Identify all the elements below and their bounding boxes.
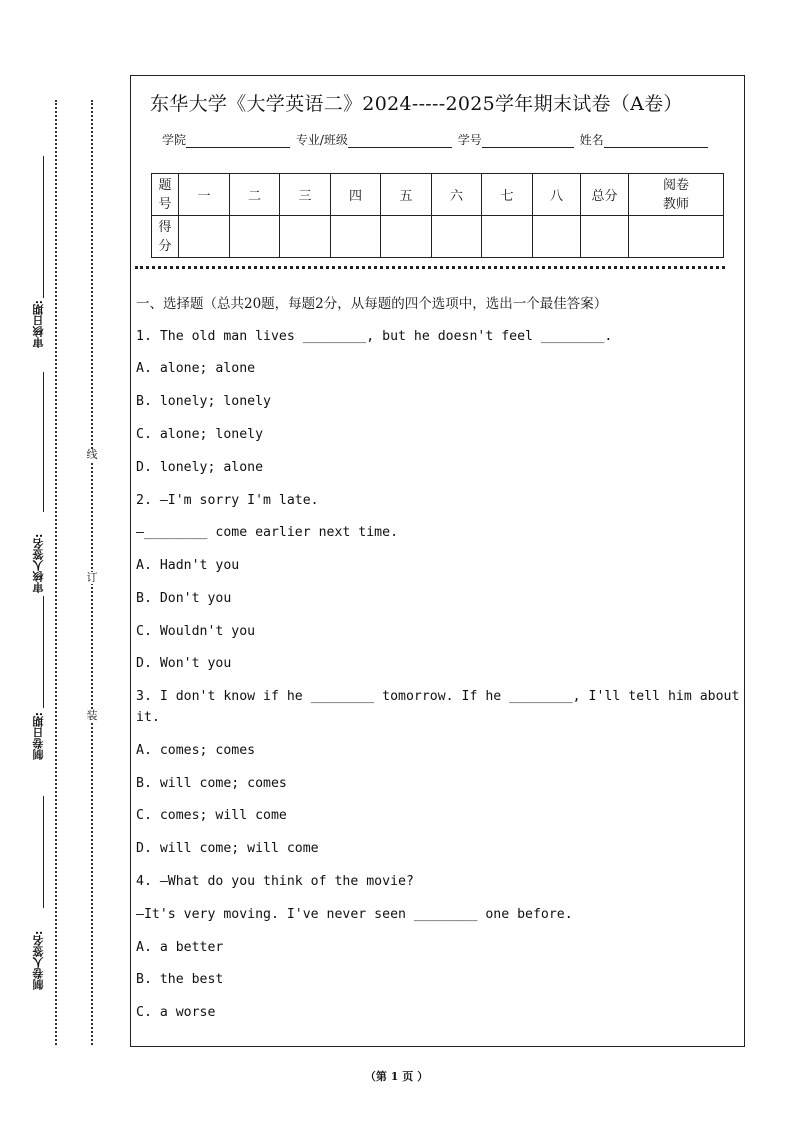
- author-date-line: [43, 596, 44, 708]
- author-signature-label: 制卷人签名:: [32, 930, 45, 990]
- score-cell[interactable]: [230, 216, 280, 258]
- option-3d: D. will come; will come: [136, 841, 319, 856]
- grader-cell[interactable]: [629, 216, 724, 258]
- author-signature-line: [43, 796, 44, 908]
- college-label: 学院: [162, 133, 187, 147]
- review-date-label: 审核日期:: [32, 300, 45, 349]
- question-4: 4. —What do you think of the movie?: [136, 874, 414, 889]
- score-cell[interactable]: [533, 216, 581, 258]
- option-4c: C. a worse: [136, 1005, 216, 1020]
- option-3a: A. comes; comes: [136, 743, 256, 758]
- option-2c: C. Wouldn't you: [136, 624, 256, 639]
- score-cell[interactable]: [432, 216, 482, 258]
- binding-mark-install: 装: [86, 709, 98, 722]
- col-header: 五: [381, 174, 432, 216]
- col-header: 一: [179, 174, 230, 216]
- section-divider: [135, 266, 725, 269]
- col-header: 四: [331, 174, 381, 216]
- score-row-header: 得 分: [152, 216, 179, 258]
- option-3b: B. will come; comes: [136, 776, 287, 791]
- score-cell[interactable]: [331, 216, 381, 258]
- score-cell[interactable]: [482, 216, 533, 258]
- reviewer-signature-line: [43, 372, 44, 512]
- major-field[interactable]: [348, 135, 452, 148]
- page-number: （第 1 页 ）: [364, 1070, 429, 1083]
- score-table: [151, 173, 724, 258]
- option-2a: A. Hadn't you: [136, 558, 240, 573]
- question-4-reply: —It's very moving. I've never seen ________ one before.: [136, 907, 573, 922]
- option-1a: A. alone; alone: [136, 361, 256, 376]
- col-header: 六: [432, 174, 482, 216]
- student-id-field[interactable]: [482, 135, 574, 148]
- option-2b: B. Don't you: [136, 591, 232, 606]
- col-header: 总分: [581, 174, 629, 216]
- option-1d: D. lonely; alone: [136, 460, 264, 475]
- student-id-label: 学号: [457, 133, 482, 147]
- name-field[interactable]: [604, 135, 708, 148]
- option-4b: B. the best: [136, 972, 224, 987]
- grader-header: 阅卷 教师: [629, 174, 724, 216]
- score-cell[interactable]: [280, 216, 331, 258]
- name-label: 姓名: [579, 133, 604, 147]
- col-header: 三: [280, 174, 331, 216]
- score-cell[interactable]: [381, 216, 432, 258]
- col-header: 八: [533, 174, 581, 216]
- option-2d: D. Won't you: [136, 656, 232, 671]
- binding-dotted-line-outer: [55, 100, 57, 1045]
- college-field[interactable]: [186, 135, 290, 148]
- binding-mark-line: 线: [86, 448, 98, 461]
- question-1: 1. The old man lives ________, but he doesn't feel ________.: [136, 329, 613, 344]
- option-3c: C. comes; will come: [136, 808, 287, 823]
- student-info-line: [162, 131, 722, 148]
- major-label: 专业/班级: [295, 133, 348, 147]
- review-date-line: [43, 156, 44, 298]
- col-header: 二: [230, 174, 280, 216]
- question-2: 2. —I'm sorry I'm late.: [136, 493, 319, 508]
- section-title: 一、选择题（总共20题，每题2分，从每题的四个选项中，选出一个最佳答案）: [136, 296, 608, 312]
- option-4a: A. a better: [136, 940, 224, 955]
- reviewer-signature-label: 审核人签名:: [32, 533, 45, 593]
- author-date-label: 制卷日期:: [32, 712, 45, 761]
- exam-title: 东华大学《大学英语二》2024-----2025学年期末试卷（A卷）: [150, 93, 683, 115]
- score-cell[interactable]: [179, 216, 230, 258]
- question-2-reply: —________ come earlier next time.: [136, 525, 399, 540]
- binding-mark-order: 订: [86, 571, 98, 584]
- question-3: 3. I don't know if he ________ tomorrow. If he ________, I'll tell him about it.: [136, 689, 748, 725]
- col-header: 七: [482, 174, 533, 216]
- score-cell[interactable]: [581, 216, 629, 258]
- option-1b: B. lonely; lonely: [136, 394, 271, 409]
- question-number-header: 题 号: [152, 174, 179, 216]
- option-1c: C. alone; lonely: [136, 427, 264, 442]
